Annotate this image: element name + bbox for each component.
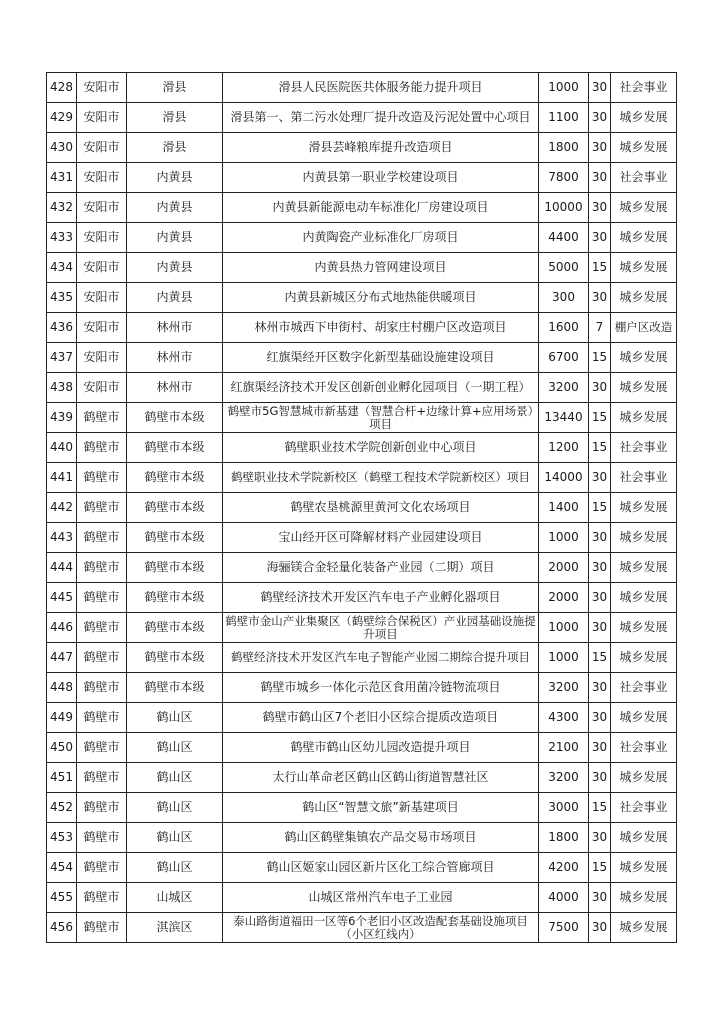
cell-term: 30 xyxy=(589,283,611,313)
cell-city: 鹤壁市 xyxy=(77,583,127,613)
cell-county: 淇滨区 xyxy=(127,913,223,943)
cell-row-number: 444 xyxy=(47,553,77,583)
cell-county: 鹤山区 xyxy=(127,763,223,793)
cell-row-number: 441 xyxy=(47,463,77,493)
cell-row-number: 432 xyxy=(47,193,77,223)
cell-city: 鹤壁市 xyxy=(77,733,127,763)
cell-project-name: 鹤壁经济技术开发区汽车电子智能产业园二期综合提升项目 xyxy=(223,643,539,673)
cell-county: 内黄县 xyxy=(127,223,223,253)
cell-row-number: 439 xyxy=(47,403,77,433)
cell-row-number: 446 xyxy=(47,613,77,643)
cell-amount: 3000 xyxy=(539,793,589,823)
cell-amount: 1000 xyxy=(539,73,589,103)
cell-county: 林州市 xyxy=(127,313,223,343)
cell-project-name: 鹤壁市鹤山区幼儿园改造提升项目 xyxy=(223,733,539,763)
cell-project-name: 泰山路街道福田一区等6个老旧小区改造配套基础设施项目（小区红线内） xyxy=(223,913,539,943)
cell-amount: 3200 xyxy=(539,763,589,793)
cell-project-name: 滑县第一、第二污水处理厂提升改造及污泥处置中心项目 xyxy=(223,103,539,133)
cell-county: 鹤壁市本级 xyxy=(127,433,223,463)
cell-project-name: 太行山革命老区鹤山区鹤山街道智慧社区 xyxy=(223,763,539,793)
cell-row-number: 454 xyxy=(47,853,77,883)
project-table xyxy=(46,72,677,943)
table-row xyxy=(47,523,677,553)
cell-county: 内黄县 xyxy=(127,163,223,193)
cell-row-number: 433 xyxy=(47,223,77,253)
cell-term: 15 xyxy=(589,793,611,823)
cell-term: 30 xyxy=(589,463,611,493)
cell-row-number: 429 xyxy=(47,103,77,133)
cell-term: 30 xyxy=(589,703,611,733)
cell-county: 鹤壁市本级 xyxy=(127,553,223,583)
cell-city: 安阳市 xyxy=(77,313,127,343)
cell-project-name: 内黄县新城区分布式地热能供暖项目 xyxy=(223,283,539,313)
cell-category: 城乡发展 xyxy=(611,103,677,133)
cell-project-name: 滑县芸峰粮库提升改造项目 xyxy=(223,133,539,163)
cell-county: 内黄县 xyxy=(127,193,223,223)
cell-term: 15 xyxy=(589,853,611,883)
cell-project-name: 鹤壁职业技术学院新校区（鹤壁工程技术学院新校区）项目 xyxy=(223,463,539,493)
cell-city: 安阳市 xyxy=(77,343,127,373)
cell-city: 安阳市 xyxy=(77,373,127,403)
cell-row-number: 449 xyxy=(47,703,77,733)
table-row xyxy=(47,163,677,193)
cell-term: 30 xyxy=(589,823,611,853)
cell-row-number: 455 xyxy=(47,883,77,913)
cell-city: 安阳市 xyxy=(77,223,127,253)
cell-project-name: 林州市城西下申街村、胡家庄村棚户区改造项目 xyxy=(223,313,539,343)
cell-city: 鹤壁市 xyxy=(77,883,127,913)
cell-term: 30 xyxy=(589,163,611,193)
cell-amount: 14000 xyxy=(539,463,589,493)
cell-term: 30 xyxy=(589,373,611,403)
cell-category: 城乡发展 xyxy=(611,283,677,313)
cell-row-number: 453 xyxy=(47,823,77,853)
cell-county: 滑县 xyxy=(127,103,223,133)
cell-category: 城乡发展 xyxy=(611,403,677,433)
cell-county: 滑县 xyxy=(127,73,223,103)
table-row xyxy=(47,913,677,943)
table-row xyxy=(47,343,677,373)
table-row xyxy=(47,373,677,403)
cell-amount: 1000 xyxy=(539,613,589,643)
cell-category: 社会事业 xyxy=(611,673,677,703)
cell-project-name: 鹤壁市5G智慧城市新基建（智慧合杆+边缘计算+应用场景）项目 xyxy=(223,403,539,433)
cell-amount: 1600 xyxy=(539,313,589,343)
cell-county: 滑县 xyxy=(127,133,223,163)
cell-amount: 1000 xyxy=(539,523,589,553)
cell-project-name: 鹤山区鹤壁集镇农产品交易市场项目 xyxy=(223,823,539,853)
cell-row-number: 431 xyxy=(47,163,77,193)
cell-city: 安阳市 xyxy=(77,103,127,133)
table-row xyxy=(47,733,677,763)
cell-term: 15 xyxy=(589,343,611,373)
cell-amount: 1100 xyxy=(539,103,589,133)
cell-project-name: 鹤壁职业技术学院创新创业中心项目 xyxy=(223,433,539,463)
cell-row-number: 437 xyxy=(47,343,77,373)
cell-amount: 6700 xyxy=(539,343,589,373)
cell-term: 15 xyxy=(589,493,611,523)
cell-row-number: 430 xyxy=(47,133,77,163)
cell-city: 鹤壁市 xyxy=(77,403,127,433)
cell-city: 鹤壁市 xyxy=(77,613,127,643)
table-row xyxy=(47,193,677,223)
cell-term: 30 xyxy=(589,133,611,163)
cell-category: 城乡发展 xyxy=(611,913,677,943)
table-row xyxy=(47,133,677,163)
cell-term: 30 xyxy=(589,583,611,613)
cell-county: 鹤壁市本级 xyxy=(127,403,223,433)
cell-county: 内黄县 xyxy=(127,253,223,283)
cell-project-name: 鹤壁市金山产业集聚区（鹤壁综合保税区）产业园基础设施提升项目 xyxy=(223,613,539,643)
cell-category: 城乡发展 xyxy=(611,643,677,673)
cell-row-number: 438 xyxy=(47,373,77,403)
cell-category: 城乡发展 xyxy=(611,133,677,163)
cell-term: 15 xyxy=(589,253,611,283)
cell-amount: 1400 xyxy=(539,493,589,523)
table-row xyxy=(47,763,677,793)
cell-category: 棚户区改造 xyxy=(611,313,677,343)
cell-county: 山城区 xyxy=(127,883,223,913)
cell-amount: 10000 xyxy=(539,193,589,223)
cell-city: 鹤壁市 xyxy=(77,433,127,463)
table-row xyxy=(47,493,677,523)
table-row xyxy=(47,223,677,253)
cell-project-name: 宝山经开区可降解材料产业园建设项目 xyxy=(223,523,539,553)
cell-amount: 7500 xyxy=(539,913,589,943)
cell-category: 城乡发展 xyxy=(611,553,677,583)
cell-city: 鹤壁市 xyxy=(77,703,127,733)
cell-county: 鹤壁市本级 xyxy=(127,493,223,523)
cell-amount: 7800 xyxy=(539,163,589,193)
cell-category: 城乡发展 xyxy=(611,763,677,793)
table-body xyxy=(47,73,677,943)
cell-row-number: 440 xyxy=(47,433,77,463)
cell-county: 鹤壁市本级 xyxy=(127,523,223,553)
cell-category: 城乡发展 xyxy=(611,853,677,883)
cell-term: 15 xyxy=(589,403,611,433)
cell-city: 鹤壁市 xyxy=(77,763,127,793)
cell-category: 社会事业 xyxy=(611,433,677,463)
cell-amount: 13440 xyxy=(539,403,589,433)
cell-amount: 1200 xyxy=(539,433,589,463)
cell-term: 30 xyxy=(589,913,611,943)
cell-term: 30 xyxy=(589,733,611,763)
cell-category: 城乡发展 xyxy=(611,883,677,913)
cell-row-number: 443 xyxy=(47,523,77,553)
cell-amount: 4400 xyxy=(539,223,589,253)
cell-city: 鹤壁市 xyxy=(77,493,127,523)
cell-city: 安阳市 xyxy=(77,253,127,283)
cell-row-number: 450 xyxy=(47,733,77,763)
cell-city: 鹤壁市 xyxy=(77,823,127,853)
cell-row-number: 448 xyxy=(47,673,77,703)
cell-category: 城乡发展 xyxy=(611,523,677,553)
cell-county: 鹤壁市本级 xyxy=(127,463,223,493)
cell-term: 15 xyxy=(589,433,611,463)
table-row xyxy=(47,703,677,733)
cell-category: 城乡发展 xyxy=(611,193,677,223)
cell-term: 30 xyxy=(589,763,611,793)
cell-county: 林州市 xyxy=(127,373,223,403)
table-row xyxy=(47,823,677,853)
cell-category: 城乡发展 xyxy=(611,373,677,403)
cell-category: 城乡发展 xyxy=(611,703,677,733)
cell-city: 安阳市 xyxy=(77,283,127,313)
cell-city: 鹤壁市 xyxy=(77,853,127,883)
cell-amount: 4200 xyxy=(539,853,589,883)
cell-category: 城乡发展 xyxy=(611,223,677,253)
cell-category: 城乡发展 xyxy=(611,493,677,523)
cell-category: 社会事业 xyxy=(611,73,677,103)
cell-amount: 3200 xyxy=(539,373,589,403)
cell-amount: 2100 xyxy=(539,733,589,763)
cell-category: 社会事业 xyxy=(611,463,677,493)
cell-amount: 2000 xyxy=(539,583,589,613)
cell-project-name: 鹤壁经济技术开发区汽车电子产业孵化器项目 xyxy=(223,583,539,613)
cell-project-name: 山城区常州汽车电子工业园 xyxy=(223,883,539,913)
cell-county: 内黄县 xyxy=(127,283,223,313)
cell-category: 城乡发展 xyxy=(611,253,677,283)
cell-city: 鹤壁市 xyxy=(77,793,127,823)
cell-amount: 1000 xyxy=(539,643,589,673)
table-row xyxy=(47,853,677,883)
cell-project-name: 鹤山区“智慧文旅”新基建项目 xyxy=(223,793,539,823)
cell-row-number: 456 xyxy=(47,913,77,943)
cell-term: 30 xyxy=(589,673,611,703)
table-row xyxy=(47,883,677,913)
cell-term: 30 xyxy=(589,73,611,103)
cell-project-name: 内黄陶瓷产业标准化厂房项目 xyxy=(223,223,539,253)
cell-county: 鹤山区 xyxy=(127,703,223,733)
table-row xyxy=(47,313,677,343)
table-row xyxy=(47,463,677,493)
table-row xyxy=(47,433,677,463)
cell-row-number: 436 xyxy=(47,313,77,343)
cell-category: 城乡发展 xyxy=(611,613,677,643)
cell-row-number: 428 xyxy=(47,73,77,103)
table-row xyxy=(47,583,677,613)
cell-term: 30 xyxy=(589,553,611,583)
cell-county: 鹤山区 xyxy=(127,853,223,883)
table-row xyxy=(47,73,677,103)
cell-county: 鹤壁市本级 xyxy=(127,583,223,613)
cell-amount: 4300 xyxy=(539,703,589,733)
cell-amount: 300 xyxy=(539,283,589,313)
cell-row-number: 452 xyxy=(47,793,77,823)
cell-city: 鹤壁市 xyxy=(77,913,127,943)
table-row xyxy=(47,613,677,643)
cell-city: 安阳市 xyxy=(77,133,127,163)
cell-term: 30 xyxy=(589,883,611,913)
cell-category: 城乡发展 xyxy=(611,823,677,853)
cell-term: 30 xyxy=(589,193,611,223)
cell-category: 社会事业 xyxy=(611,793,677,823)
cell-project-name: 红旗渠经开区数字化新型基础设施建设项目 xyxy=(223,343,539,373)
cell-category: 社会事业 xyxy=(611,163,677,193)
cell-county: 鹤壁市本级 xyxy=(127,673,223,703)
cell-category: 城乡发展 xyxy=(611,583,677,613)
cell-row-number: 445 xyxy=(47,583,77,613)
cell-project-name: 海骊镁合金轻量化装备产业园（二期）项目 xyxy=(223,553,539,583)
cell-county: 鹤山区 xyxy=(127,823,223,853)
cell-project-name: 鹤山区姬家山园区新片区化工综合管廊项目 xyxy=(223,853,539,883)
cell-amount: 5000 xyxy=(539,253,589,283)
cell-amount: 3200 xyxy=(539,673,589,703)
cell-amount: 2000 xyxy=(539,553,589,583)
cell-category: 社会事业 xyxy=(611,733,677,763)
cell-row-number: 447 xyxy=(47,643,77,673)
cell-project-name: 滑县人民医院医共体服务能力提升项目 xyxy=(223,73,539,103)
cell-amount: 1800 xyxy=(539,133,589,163)
cell-project-name: 鹤壁市鹤山区7个老旧小区综合提质改造项目 xyxy=(223,703,539,733)
cell-city: 鹤壁市 xyxy=(77,553,127,583)
cell-project-name: 内黄县热力管网建设项目 xyxy=(223,253,539,283)
cell-project-name: 红旗渠经济技术开发区创新创业孵化园项目（一期工程） xyxy=(223,373,539,403)
cell-term: 30 xyxy=(589,523,611,553)
table-row xyxy=(47,643,677,673)
cell-term: 15 xyxy=(589,643,611,673)
cell-city: 安阳市 xyxy=(77,193,127,223)
cell-county: 鹤壁市本级 xyxy=(127,643,223,673)
cell-project-name: 鹤壁市城乡一体化示范区食用菌冷链物流项目 xyxy=(223,673,539,703)
cell-row-number: 451 xyxy=(47,763,77,793)
cell-city: 鹤壁市 xyxy=(77,673,127,703)
cell-city: 安阳市 xyxy=(77,163,127,193)
cell-city: 安阳市 xyxy=(77,73,127,103)
table-row xyxy=(47,103,677,133)
cell-county: 鹤壁市本级 xyxy=(127,613,223,643)
cell-project-name: 内黄县第一职业学校建设项目 xyxy=(223,163,539,193)
cell-term: 30 xyxy=(589,223,611,253)
cell-project-name: 鹤壁农垦桃源里黄河文化农场项目 xyxy=(223,493,539,523)
cell-amount: 4000 xyxy=(539,883,589,913)
cell-city: 鹤壁市 xyxy=(77,463,127,493)
cell-term: 7 xyxy=(589,313,611,343)
table-row xyxy=(47,673,677,703)
cell-row-number: 442 xyxy=(47,493,77,523)
cell-category: 城乡发展 xyxy=(611,343,677,373)
cell-city: 鹤壁市 xyxy=(77,523,127,553)
cell-term: 30 xyxy=(589,103,611,133)
table-row xyxy=(47,553,677,583)
cell-term: 30 xyxy=(589,613,611,643)
table-row xyxy=(47,403,677,433)
cell-county: 鹤山区 xyxy=(127,733,223,763)
cell-city: 鹤壁市 xyxy=(77,643,127,673)
cell-amount: 1800 xyxy=(539,823,589,853)
cell-county: 鹤山区 xyxy=(127,793,223,823)
cell-row-number: 434 xyxy=(47,253,77,283)
cell-row-number: 435 xyxy=(47,283,77,313)
table-row xyxy=(47,253,677,283)
table-row xyxy=(47,283,677,313)
table-row xyxy=(47,793,677,823)
cell-project-name: 内黄县新能源电动车标准化厂房建设项目 xyxy=(223,193,539,223)
cell-county: 林州市 xyxy=(127,343,223,373)
